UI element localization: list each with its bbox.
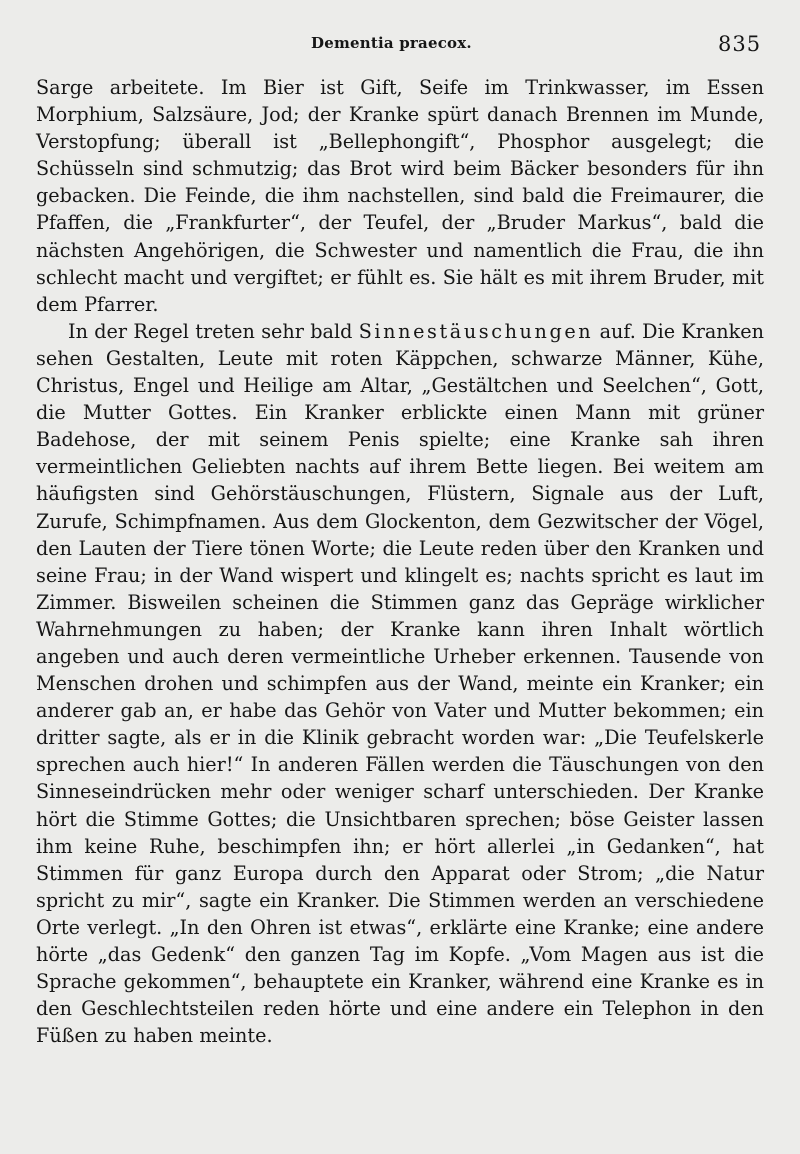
emphasized-term: Sinnestäuschungen <box>358 319 594 343</box>
page-header <box>0 32 800 56</box>
paragraph-sinnestaeuschungen <box>36 318 764 1050</box>
paragraph-continued <box>36 74 764 318</box>
page-number: 835 <box>718 32 762 56</box>
running-title: Dementia praecox. <box>311 34 472 52</box>
paragraph-text: auf. Die Kranken sehen Gestalten, Leute mit roten Käppchen, schwarze Männer, Kühe, Christus, Engel und Heilige am Altar, „Gestältchen und Seelchen“, Gott, die Mutter Gottes. Ein Kranker erblickte einen Mann mit grüner Badehose, der mit seinem Penis spielte; eine Kranke sah ihren vermeintlichen Geliebten nachts auf ihrem Bette liegen. Bei weitem am häufigsten sind Gehörstäuschungen, Flüstern, Signale aus der Luft, Zurufe, Schimpfnamen. Aus dem Glockenton, dem Gezwitscher der Vögel, den Lauten der Tiere tönen Worte; die Leute reden über den Kranken und seine Frau; in der Wand wispert und klingelt es; nachts spricht es laut im Zimmer. Bisweilen scheinen die Stimmen ganz das Gepräge wirklicher Wahrnehmungen zu haben; der Kranke kann ihren Inhalt wörtlich angeben und auch deren vermeintliche Urheber erkennen. Tausende von Menschen drohen und schimpfen aus der Wand, meinte ein Kranker; ein anderer gab an, er habe das Gehör von Vater und Mutter bekommen; ein dritter sagte, als er in die Klinik gebracht worden war: „Die Teufelskerle sprechen auch hier!“ In anderen Fällen werden die Täuschungen von den Sinneseindrücken mehr oder weniger scharf unterschieden. Der Kranke hört die Stimme Gottes; die Unsichtbaren sprechen; böse Geister lassen ihm keine Ruhe, beschimpfen ihn; er hört allerlei „in Gedanken“, hat Stimmen für ganz Europa durch den Apparat oder Strom; „die Natur spricht zu mir“, sagte ein Kranker. Die Stimmen werden an verschiedene Orte verlegt. „In den Ohren ist etwas“, erklärte eine Kranke; eine andere hörte „das Gedenk“ den ganzen Tag im Kopfe. „Vom Magen aus ist die Sprache gekommen“, behauptete ein Kranker, während eine Kranke es in den Geschlechtsteilen reden hörte und eine andere ein Telephon in den Füßen zu haben meinte. <box>36 319 765 1048</box>
paragraph-text: Sarge arbeitete. Im Bier ist Gift, Seife im Trinkwasser, im Essen Morphium, Salzsäure, Jod; der Kranke spürt danach Brennen im Munde, Verstopfung; überall ist „Bellephongift“, Phosphor ausgelegt; die Schüsseln sind schmutzig; das Brot wird beim Bäcker besonders für ihn gebacken. Die Feinde, die ihm nachstellen, sind bald die Freimaurer, die Pfaffen, die „Frankfurter“, der Teufel, der „Bruder Markus“, bald die nächsten Angehörigen, die Schwester und namentlich die Frau, die ihn schlecht macht und vergiftet; er fühlt es. Sie hält es mit ihrem Bruder, mit dem Pfarrer. <box>36 76 764 316</box>
body-text <box>36 74 764 1049</box>
paragraph-lead: In der Regel treten sehr bald <box>68 319 359 343</box>
